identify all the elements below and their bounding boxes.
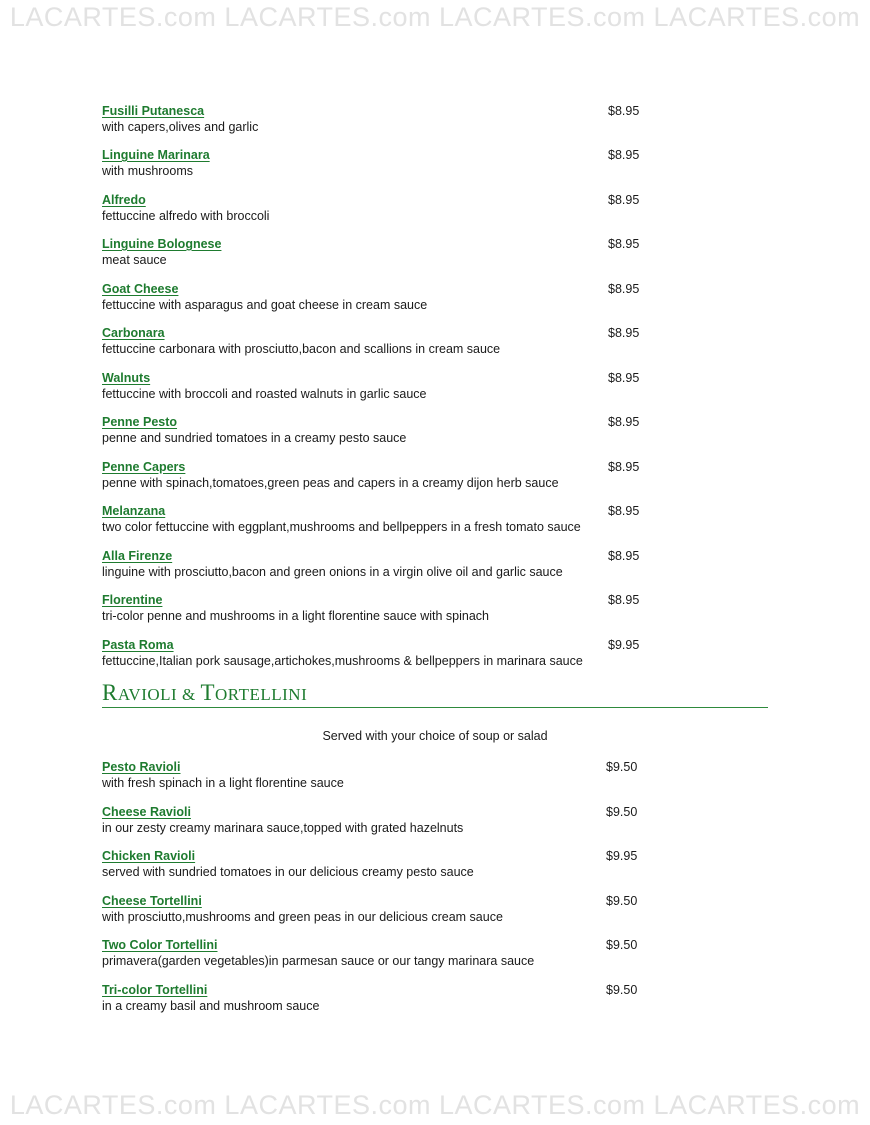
item-description: with mushrooms (102, 164, 193, 178)
item-price: $8.95 (608, 282, 640, 296)
item-name: Florentine (102, 593, 163, 607)
item-name: Goat Cheese (102, 282, 179, 296)
section-subtitle: Served with your choice of soup or salad (322, 729, 548, 743)
menu-item (102, 893, 662, 925)
menu-item (102, 281, 662, 313)
item-description: linguine with prosciutto,bacon and green onions in a virgin olive oil and garlic sauce (102, 565, 563, 579)
item-description: with prosciutto,mushrooms and green peas in our delicious cream sauce (102, 910, 503, 924)
menu-item (102, 414, 662, 446)
item-price: $8.95 (608, 593, 640, 607)
item-price: $9.50 (606, 805, 638, 819)
item-description: fettuccine with asparagus and goat cheese in cream sauce (102, 298, 428, 312)
menu-item (102, 503, 662, 535)
item-name: Penne Pesto (102, 415, 178, 429)
item-description: penne and sundried tomatoes in a creamy pesto sauce (102, 431, 407, 445)
item-name: Cheese Ravioli (102, 805, 191, 819)
item-price: $8.95 (608, 415, 640, 429)
item-description: fettuccine alfredo with broccoli (102, 209, 270, 223)
menu-item (102, 937, 662, 969)
item-name: Two Color Tortellini (102, 938, 218, 952)
watermark-bottom: LACARTES.com LACARTES.com LACARTES.com LACARTES.com (9, 1090, 861, 1120)
item-name: Fusilli Putanesca (102, 104, 205, 118)
item-description: fettuccine,Italian pork sausage,artichokes,mushrooms & bellpeppers in marinara sauce (102, 654, 583, 668)
heading-ampersand: & (177, 685, 201, 704)
item-name: Melanzana (102, 504, 166, 518)
menu-item (102, 759, 662, 791)
item-name: Tri-color Tortellini (102, 983, 208, 997)
item-price: $8.95 (608, 371, 640, 385)
item-description: two color fettuccine with eggplant,mushrooms and bellpeppers in a fresh tomato sauce (102, 520, 581, 534)
item-description: in our zesty creamy marinara sauce,topped with grated hazelnuts (102, 821, 464, 835)
menu-item (102, 459, 662, 491)
heading-text: ORTELLINI (215, 685, 308, 704)
item-description: penne with spinach,tomatoes,green peas and capers in a creamy dijon herb sauce (102, 476, 559, 490)
item-price: $8.95 (608, 148, 640, 162)
item-price: $9.50 (606, 760, 638, 774)
menu-item (102, 592, 662, 624)
item-name: Linguine Marinara (102, 148, 210, 162)
item-description: meat sauce (102, 253, 167, 267)
item-price: $8.95 (608, 549, 640, 563)
watermark-top: LACARTES.com LACARTES.com LACARTES.com LACARTES.com (9, 2, 861, 32)
item-name: Linguine Bolognese (102, 237, 222, 251)
section-heading-ravioli-tortellini (102, 680, 768, 708)
heading-text: AVIOLI (117, 685, 178, 704)
item-price: $8.95 (608, 504, 640, 518)
menu-item (102, 637, 662, 669)
item-description: tri-color penne and mushrooms in a light florentine sauce with spinach (102, 609, 490, 623)
item-price: $9.50 (606, 894, 638, 908)
item-description: with capers,olives and garlic (102, 120, 259, 134)
item-price: $8.95 (608, 460, 640, 474)
item-price: $8.95 (608, 104, 640, 118)
menu-item (102, 325, 662, 357)
item-name: Penne Capers (102, 460, 186, 474)
heading-initial: R (102, 680, 118, 705)
item-description: fettuccine with broccoli and roasted walnuts in garlic sauce (102, 387, 427, 401)
item-name: Cheese Tortellini (102, 894, 202, 908)
menu-item (102, 236, 662, 268)
item-price: $8.95 (608, 326, 640, 340)
menu-item (102, 147, 662, 179)
menu-item (102, 370, 662, 402)
item-name: Pasta Roma (102, 638, 174, 652)
item-name: Alla Firenze (102, 549, 173, 563)
item-description: in a creamy basil and mushroom sauce (102, 999, 320, 1013)
item-price: $8.95 (608, 193, 640, 207)
heading-initial: T (200, 680, 215, 705)
item-price: $8.95 (608, 237, 640, 251)
menu-item (102, 103, 662, 135)
item-price: $9.95 (608, 638, 640, 652)
item-price: $9.50 (606, 983, 638, 997)
menu-item (102, 848, 662, 880)
section-divider (102, 707, 768, 708)
item-price: $9.95 (606, 849, 638, 863)
item-description: fettuccine carbonara with prosciutto,bacon and scallions in cream sauce (102, 342, 501, 356)
menu-item (102, 192, 662, 224)
menu-item (102, 982, 662, 1014)
item-name: Pesto Ravioli (102, 760, 181, 774)
menu-item (102, 548, 662, 580)
item-description: with fresh spinach in a light florentine sauce (102, 776, 344, 790)
item-name: Chicken Ravioli (102, 849, 196, 863)
item-name: Carbonara (102, 326, 165, 340)
item-description: served with sundried tomatoes in our delicious creamy pesto sauce (102, 865, 474, 879)
item-description: primavera(garden vegetables)in parmesan sauce or our tangy marinara sauce (102, 954, 535, 968)
item-name: Walnuts (102, 371, 151, 385)
item-price: $9.50 (606, 938, 638, 952)
menu-item (102, 804, 662, 836)
item-name: Alfredo (102, 193, 146, 207)
